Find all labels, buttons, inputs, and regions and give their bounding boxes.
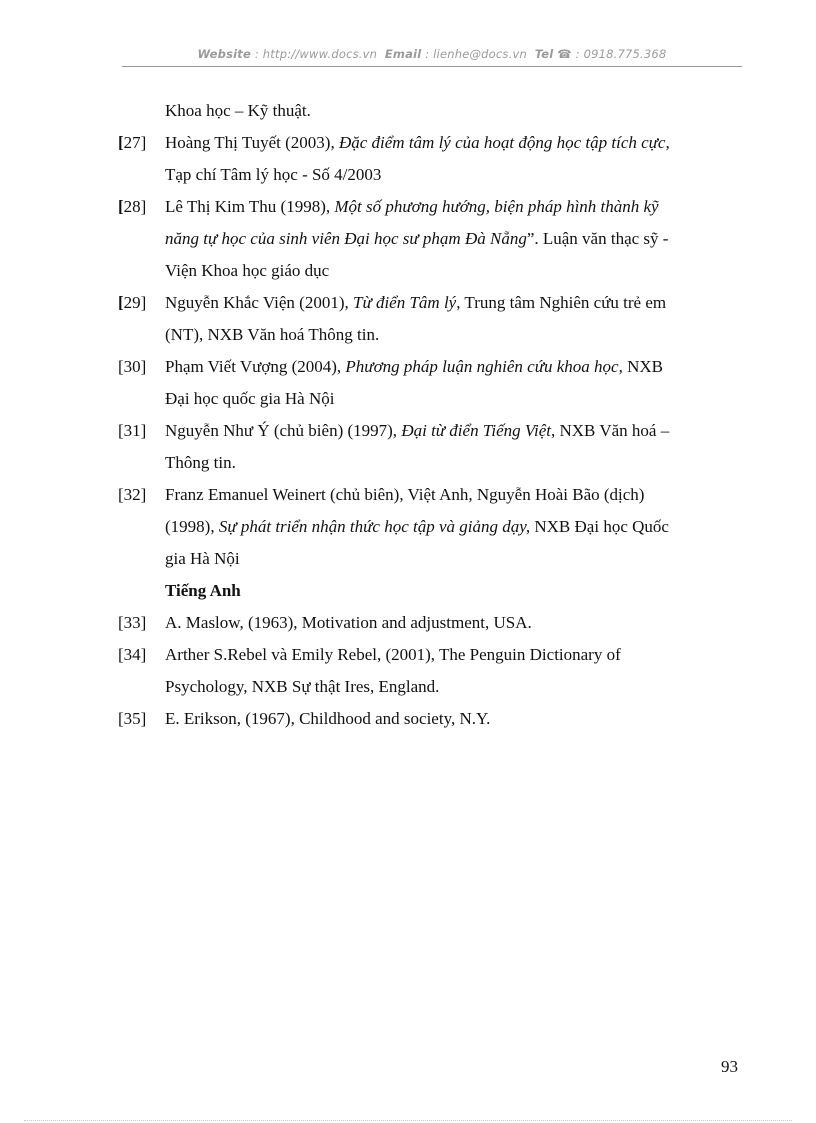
reference-segment: E. Erikson, (1967), Childhood and society, N.Y. xyxy=(165,709,491,728)
email-label: Email xyxy=(384,47,422,61)
reference-line xyxy=(165,607,738,639)
reference-item xyxy=(118,415,738,479)
reference-segment: Lê Thị Kim Thu (1998), xyxy=(165,197,335,216)
reference-segment: Tạp chí Tâm lý học - Số 4/2003 xyxy=(165,165,382,184)
reference-segment: Nguyễn Khắc Viện (2001), xyxy=(165,293,353,312)
reference-title: Phương pháp luận nghiên cứu khoa học xyxy=(345,357,619,376)
reference-segment: A. Maslow, (1963), Motivation and adjustment, USA. xyxy=(165,613,532,632)
reference-title: Đại từ điển Tiếng Việt xyxy=(401,421,551,440)
reference-line xyxy=(165,703,738,735)
reference-line xyxy=(165,287,738,319)
vietnamese-references xyxy=(118,127,738,575)
reference-number xyxy=(118,479,165,575)
reference-segment: Viện Khoa học giáo dục xyxy=(165,261,330,280)
reference-number-text: [34] xyxy=(118,645,147,664)
reference-title: Sự phát triển nhận thức học tập và giảng dạy, xyxy=(218,517,531,536)
reference-number xyxy=(118,703,165,735)
header-divider xyxy=(122,66,742,67)
reference-line xyxy=(165,319,738,351)
reference-segment: Nguyễn Như Ý (chủ biên) (1997), xyxy=(165,421,402,440)
reference-number xyxy=(118,415,165,479)
reference-number xyxy=(118,287,165,351)
email-value[interactable]: : lienhe@docs.vn xyxy=(425,47,527,61)
reference-number xyxy=(118,351,165,415)
reference-number xyxy=(118,191,165,287)
reference-text xyxy=(165,607,738,639)
reference-bracket: [ xyxy=(118,293,124,312)
reference-number xyxy=(118,127,165,191)
reference-segment: Franz Emanuel Weinert (chủ biên), Việt Anh, Nguyễn Hoài Bão (dịch) xyxy=(165,485,645,504)
reference-segment: Arther S.Rebel và Emily Rebel, (2001), The Penguin Dictionary of xyxy=(165,645,621,664)
reference-segment: Hoàng Thị Tuyết (2003), xyxy=(165,133,339,152)
reference-bracket: [ xyxy=(118,133,124,152)
reference-number-text: [32] xyxy=(118,485,147,504)
reference-number-text: 28] xyxy=(123,197,147,216)
reference-title: Một số phương hướng, biện pháp hình thành kỹ xyxy=(334,197,659,216)
reference-text xyxy=(165,479,738,575)
reference-segment: gia Hà Nội xyxy=(165,549,240,568)
reference-segment: Phạm Viết Vượng (2004), xyxy=(165,357,346,376)
reference-item xyxy=(118,703,738,735)
reference-line xyxy=(165,671,738,703)
website-value[interactable]: : http://www.docs.vn xyxy=(254,47,378,61)
reference-text xyxy=(165,351,738,415)
continuation-line: Khoa học – Kỹ thuật. xyxy=(165,101,311,120)
reference-item xyxy=(118,639,738,703)
reference-line xyxy=(165,351,738,383)
reference-text xyxy=(165,287,738,351)
website-label: Website xyxy=(197,47,251,61)
reference-segment: ”. Luận văn thạc sỹ - xyxy=(526,229,669,248)
reference-number-text: 27] xyxy=(123,133,147,152)
reference-line xyxy=(165,255,738,287)
reference-line xyxy=(165,191,738,223)
page-bottom-divider xyxy=(24,1120,792,1121)
reference-title: Đặc điểm tâm lý của hoạt động học tập tích cực xyxy=(338,133,666,152)
reference-item xyxy=(118,191,738,287)
reference-line xyxy=(165,447,738,479)
reference-text xyxy=(165,703,738,735)
reference-segment: , xyxy=(665,133,670,152)
reference-item xyxy=(118,127,738,191)
references-list xyxy=(118,95,738,735)
reference-segment: (NT), NXB Văn hoá Thông tin. xyxy=(165,325,380,344)
reference-line xyxy=(165,223,738,255)
reference-segment: (1998), xyxy=(165,517,219,536)
english-references xyxy=(118,607,738,735)
reference-number-text: [33] xyxy=(118,613,147,632)
reference-text xyxy=(165,639,738,703)
reference-number xyxy=(118,607,165,639)
page-header xyxy=(122,47,742,61)
reference-segment: , NXB Văn hoá – xyxy=(550,421,670,440)
section-heading-english: Tiếng Anh xyxy=(165,581,241,600)
reference-bracket: [ xyxy=(118,197,124,216)
reference-text xyxy=(165,127,738,191)
reference-segment: , Trung tâm Nghiên cứu trẻ em xyxy=(456,293,667,312)
reference-segment: NXB Đại học Quốc xyxy=(530,517,669,536)
reference-text xyxy=(165,191,738,287)
reference-line xyxy=(165,639,738,671)
reference-segment: Thông tin. xyxy=(165,453,236,472)
reference-line xyxy=(165,159,738,191)
reference-text xyxy=(165,415,738,479)
reference-line xyxy=(165,479,738,511)
tel-label: Tel xyxy=(534,47,554,61)
page-number: 93 xyxy=(721,1057,738,1076)
reference-number xyxy=(118,639,165,703)
reference-line xyxy=(165,543,738,575)
reference-item xyxy=(118,287,738,351)
reference-item xyxy=(118,351,738,415)
tel-value: ☎ : 0918.775.368 xyxy=(557,47,667,61)
reference-number-text: 29] xyxy=(123,293,147,312)
reference-number-text: [35] xyxy=(118,709,147,728)
reference-item xyxy=(118,479,738,575)
reference-segment: , NXB xyxy=(618,357,663,376)
reference-segment: Đại học quốc gia Hà Nội xyxy=(165,389,335,408)
reference-title: năng tự học của sinh viên Đại học sư phạm Đà Nẵng xyxy=(165,229,527,248)
reference-number-text: [31] xyxy=(118,421,147,440)
reference-title: Từ điển Tâm lý xyxy=(352,293,457,312)
reference-line xyxy=(165,415,738,447)
reference-line xyxy=(165,127,738,159)
reference-number-text: [30] xyxy=(118,357,147,376)
reference-segment: Psychology, NXB Sự thật Ires, England. xyxy=(165,677,440,696)
reference-line xyxy=(165,383,738,415)
reference-item xyxy=(118,607,738,639)
reference-line xyxy=(165,511,738,543)
